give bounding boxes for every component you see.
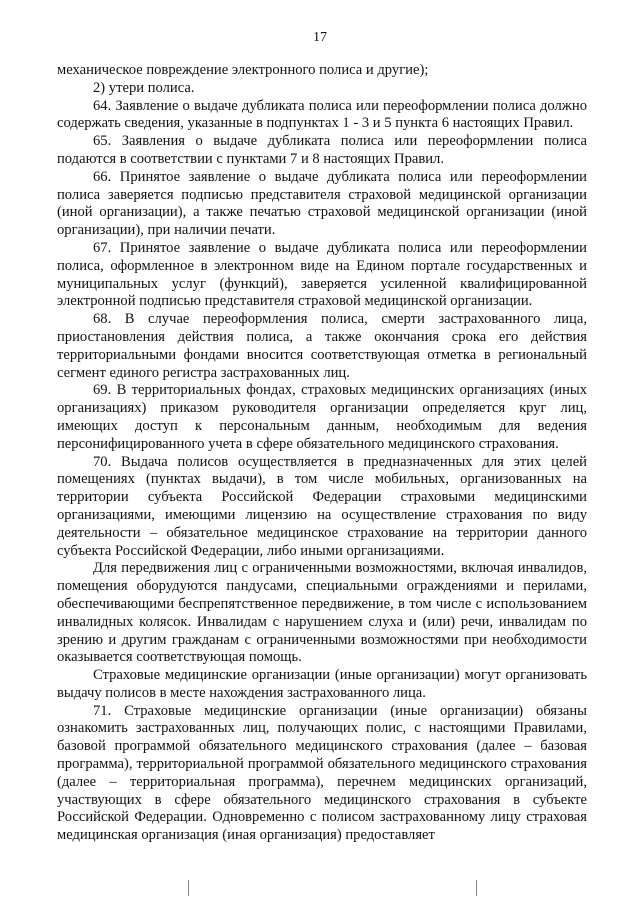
paragraph-loss-of-policy: 2) утери полиса.	[93, 79, 195, 96]
paragraph-69: 69. В территориальных фондах, страховых медицинских организациях (иных организациях) приказом руководителя организации определяется круг лиц, имеющих доступ к персональным данным, необходимым для ведения персонифицированного учета в сфере обязательного медицинского страхования.	[57, 382, 587, 452]
paragraph-71: 71. Страховые медицинские организации (иные организации) обязаны ознакомить застрахованных лиц, получающих полис, с настоящими Правилами, базовой программой обязательного медицинского страхования (далее – базовая программа), территориальной программой обязательного медицинского страхования (далее – территориальная программа), перечнем медицинских организаций, участвующих в сфере обязательного медицинского страхования в субъекте Российской Федерации. Одновременно с полисом застрахованному лицу страховая медицинская организация (иная организация) предоставляет	[57, 702, 587, 844]
paragraph-70: 70. Выдача полисов осуществляется в предназначенных для этих целей помещениях (пунктах выдачи), в том числе мобильных, организованных на территории субъекта Российской Федерации страховыми медицинскими организациями, имеющими лицензию на осуществление страхования по виду деятельности – обязательное медицинское страхование на территории данного субъекта Российской Федерации, либо иными организациями.	[57, 453, 587, 559]
paragraph-66: 66. Принятое заявление о выдаче дубликата полиса или переоформлении полиса заверяется подписью представителя страховой медицинской организации (иной организации), а также печатью страховой медицинской организации (иной организации), при наличии печати.	[57, 168, 587, 239]
paragraph-64: 64. Заявление о выдаче дубликата полиса или переоформлении полиса должно содержать сведения, указанные в подпунктах 1 - 3 и 5 пункта 6 настоящих Правил.	[57, 97, 587, 132]
paragraph-continuation: механическое повреждение электронного полиса и другие);	[57, 62, 429, 78]
scan-artifact-left	[188, 880, 189, 896]
paragraph-delivery-at-location: Страховые медицинские организации (иные организации) могут организовать выдачу полисов в месте нахождения застрахованного лица.	[57, 667, 587, 701]
paragraph-67: 67. Принятое заявление о выдаче дубликата полиса или переоформлении полиса, оформленное в электронном виде на Едином портале государственных и муниципальных услуг (функций), заверяется усиленной квалифицированной электронной подписью представителя страховой медицинской организации.	[57, 239, 587, 310]
page-number: 17	[313, 30, 327, 45]
document-body	[57, 62, 587, 845]
scan-artifact-right	[476, 880, 477, 896]
paragraph-accessibility: Для передвижения лиц с ограниченными возможностями, включая инвалидов, помещения оборудуются пандусами, специальными ограждениями и перилами, обеспечивающими беспрепятственное передвижение, в том числе с использованием инвалидных колясок. Инвалидам с нарушением слуха и (или) речи, инвалидам по зрению и другим гражданам с ограниченными возможностями при необходимости оказывается соответствующая помощь.	[57, 560, 587, 666]
paragraph-65: 65. Заявления о выдаче дубликата полиса или переоформлении полиса подаются в соответствии с пунктами 7 и 8 настоящих Правил.	[57, 133, 587, 167]
paragraph-68: 68. В случае переоформления полиса, смерти застрахованного лица, приостановления действия полиса, а также окончания срока его действия территориальными фондами вносится соответствующая отметка в региональный сегмент единого регистра застрахованных лиц.	[57, 311, 587, 381]
